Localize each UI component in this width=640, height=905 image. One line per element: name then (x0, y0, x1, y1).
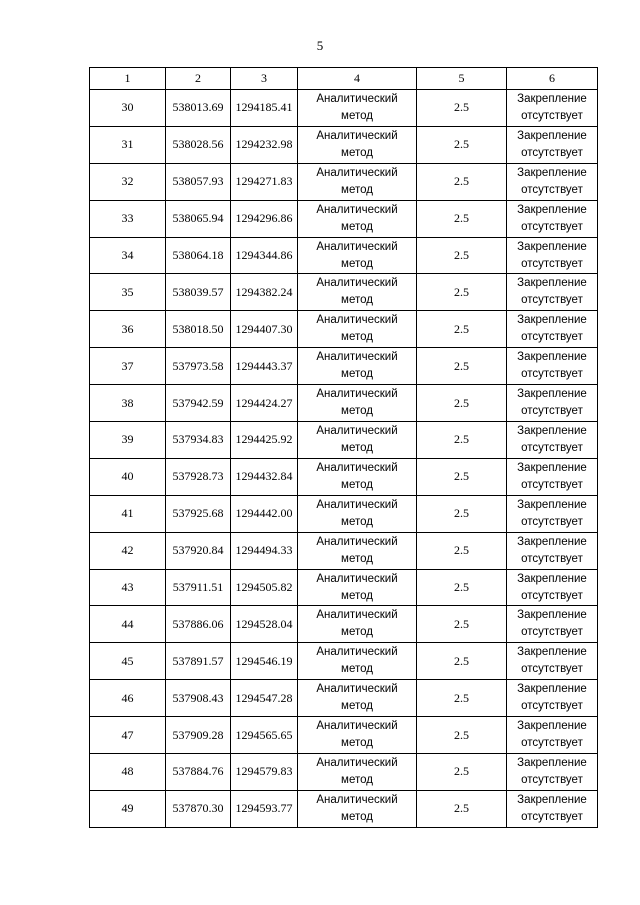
fixation-line-2: отсутствует (521, 737, 583, 750)
header-cell: 4 (298, 68, 417, 90)
method-line-2: метод (341, 146, 373, 159)
method-cell (298, 163, 417, 200)
fixation-line-1: Закрепление (517, 683, 587, 696)
fixation-cell (507, 458, 598, 495)
point-number-cell: 42 (90, 532, 166, 569)
point-number-cell: 31 (90, 126, 166, 163)
fixation-line-1: Закрепление (517, 203, 587, 216)
method-line-1: Аналитический (316, 277, 398, 290)
fixation-line-1: Закрепление (517, 609, 587, 622)
coord-x-cell: 538028.56 (166, 126, 231, 163)
coord-y-cell: 1294432.84 (231, 458, 298, 495)
method-cell (298, 422, 417, 459)
method-line-2: метод (341, 257, 373, 270)
point-number-cell: 48 (90, 754, 166, 791)
fixation-line-1: Закрепление (517, 129, 587, 142)
coord-y-cell: 1294407.30 (231, 311, 298, 348)
fixation-line-2: отсутствует (521, 589, 583, 602)
method-cell (298, 606, 417, 643)
fixation-line-1: Закрепление (517, 461, 587, 474)
point-number-cell: 49 (90, 790, 166, 827)
method-line-1: Аналитический (316, 535, 398, 548)
fixation-line-2: отсутствует (521, 773, 583, 786)
table-row (90, 569, 598, 606)
coord-y-cell: 1294425.92 (231, 422, 298, 459)
fixation-cell (507, 495, 598, 532)
method-line-2: метод (341, 663, 373, 676)
table-body (90, 90, 598, 828)
fixation-line-1: Закрепление (517, 166, 587, 179)
fixation-cell (507, 274, 598, 311)
coord-y-cell: 1294185.41 (231, 90, 298, 127)
accuracy-cell: 2.5 (417, 569, 507, 606)
fixation-cell (507, 385, 598, 422)
fixation-cell (507, 606, 598, 643)
coord-y-cell: 1294565.65 (231, 717, 298, 754)
table-row (90, 422, 598, 459)
header-cell: 6 (507, 68, 598, 90)
fixation-cell (507, 90, 598, 127)
fixation-line-2: отсутствует (521, 220, 583, 233)
method-cell (298, 348, 417, 385)
method-line-1: Аналитический (316, 572, 398, 585)
point-number-cell: 37 (90, 348, 166, 385)
fixation-cell (507, 754, 598, 791)
coordinates-table (89, 67, 598, 828)
point-number-cell: 38 (90, 385, 166, 422)
method-line-2: метод (341, 183, 373, 196)
coord-x-cell: 537973.58 (166, 348, 231, 385)
method-cell (298, 385, 417, 422)
coord-y-cell: 1294232.98 (231, 126, 298, 163)
coord-x-cell: 537891.57 (166, 643, 231, 680)
coord-x-cell: 537925.68 (166, 495, 231, 532)
fixation-line-2: отсутствует (521, 663, 583, 676)
fixation-line-2: отсутствует (521, 405, 583, 418)
table-row (90, 458, 598, 495)
fixation-line-2: отсутствует (521, 294, 583, 307)
fixation-line-1: Закрепление (517, 240, 587, 253)
fixation-line-2: отсутствует (521, 146, 583, 159)
table-row (90, 237, 598, 274)
method-cell (298, 532, 417, 569)
method-line-2: метод (341, 331, 373, 344)
method-line-2: метод (341, 368, 373, 381)
coord-y-cell: 1294271.83 (231, 163, 298, 200)
method-cell (298, 790, 417, 827)
fixation-cell (507, 680, 598, 717)
fixation-line-1: Закрепление (517, 498, 587, 511)
table-row (90, 532, 598, 569)
point-number-cell: 34 (90, 237, 166, 274)
accuracy-cell: 2.5 (417, 237, 507, 274)
fixation-line-1: Закрепление (517, 720, 587, 733)
method-line-1: Аналитический (316, 166, 398, 179)
method-line-2: метод (341, 700, 373, 713)
fixation-line-2: отсутствует (521, 368, 583, 381)
fixation-line-2: отсутствует (521, 700, 583, 713)
accuracy-cell: 2.5 (417, 790, 507, 827)
method-cell (298, 754, 417, 791)
method-cell (298, 90, 417, 127)
method-line-1: Аналитический (316, 424, 398, 437)
fixation-line-2: отсутствует (521, 478, 583, 491)
fixation-line-2: отсутствует (521, 515, 583, 528)
point-number-cell: 46 (90, 680, 166, 717)
method-line-1: Аналитический (316, 646, 398, 659)
coord-y-cell: 1294494.33 (231, 532, 298, 569)
method-line-2: метод (341, 294, 373, 307)
coord-y-cell: 1294505.82 (231, 569, 298, 606)
fixation-cell (507, 569, 598, 606)
point-number-cell: 39 (90, 422, 166, 459)
table-row (90, 606, 598, 643)
coord-x-cell: 538039.57 (166, 274, 231, 311)
method-cell (298, 237, 417, 274)
accuracy-cell: 2.5 (417, 126, 507, 163)
coord-x-cell: 537920.84 (166, 532, 231, 569)
point-number-cell: 36 (90, 311, 166, 348)
method-cell (298, 495, 417, 532)
point-number-cell: 41 (90, 495, 166, 532)
method-line-2: метод (341, 773, 373, 786)
fixation-line-1: Закрепление (517, 572, 587, 585)
page-number: 5 (316, 38, 324, 53)
header-cell: 2 (166, 68, 231, 90)
fixation-cell (507, 790, 598, 827)
method-line-1: Аналитический (316, 92, 398, 105)
coord-x-cell: 538018.50 (166, 311, 231, 348)
fixation-line-1: Закрепление (517, 388, 587, 401)
coord-x-cell: 537909.28 (166, 717, 231, 754)
accuracy-cell: 2.5 (417, 643, 507, 680)
coord-x-cell: 537886.06 (166, 606, 231, 643)
fixation-line-1: Закрепление (517, 646, 587, 659)
table-row (90, 311, 598, 348)
fixation-cell (507, 126, 598, 163)
method-line-2: метод (341, 552, 373, 565)
fixation-cell (507, 237, 598, 274)
coord-x-cell: 537884.76 (166, 754, 231, 791)
method-line-1: Аналитический (316, 498, 398, 511)
coord-x-cell: 537911.51 (166, 569, 231, 606)
coord-x-cell: 537908.43 (166, 680, 231, 717)
table-row (90, 790, 598, 827)
fixation-cell (507, 163, 598, 200)
coord-y-cell: 1294442.00 (231, 495, 298, 532)
method-line-1: Аналитический (316, 314, 398, 327)
point-number-cell: 33 (90, 200, 166, 237)
coord-x-cell: 538065.94 (166, 200, 231, 237)
header-cell: 1 (90, 68, 166, 90)
fixation-line-1: Закрепление (517, 92, 587, 105)
accuracy-cell: 2.5 (417, 274, 507, 311)
method-line-1: Аналитический (316, 609, 398, 622)
method-cell (298, 200, 417, 237)
method-line-1: Аналитический (316, 129, 398, 142)
method-line-1: Аналитический (316, 720, 398, 733)
accuracy-cell: 2.5 (417, 200, 507, 237)
point-number-cell: 32 (90, 163, 166, 200)
table-row (90, 385, 598, 422)
table-row (90, 754, 598, 791)
fixation-cell (507, 200, 598, 237)
table-header (90, 68, 598, 90)
method-line-1: Аналитический (316, 461, 398, 474)
method-cell (298, 569, 417, 606)
method-line-2: метод (341, 737, 373, 750)
accuracy-cell: 2.5 (417, 163, 507, 200)
method-line-1: Аналитический (316, 203, 398, 216)
point-number-cell: 47 (90, 717, 166, 754)
fixation-cell (507, 643, 598, 680)
table-row (90, 163, 598, 200)
coord-y-cell: 1294547.28 (231, 680, 298, 717)
method-line-2: метод (341, 810, 373, 823)
method-line-1: Аналитический (316, 388, 398, 401)
fixation-line-2: отсутствует (521, 552, 583, 565)
fixation-line-1: Закрепление (517, 756, 587, 769)
coord-x-cell: 537870.30 (166, 790, 231, 827)
method-cell (298, 126, 417, 163)
fixation-line-2: отсутствует (521, 626, 583, 639)
accuracy-cell: 2.5 (417, 532, 507, 569)
coord-y-cell: 1294546.19 (231, 643, 298, 680)
coord-x-cell: 538013.69 (166, 90, 231, 127)
method-line-2: метод (341, 626, 373, 639)
point-number-cell: 43 (90, 569, 166, 606)
fixation-line-1: Закрепление (517, 351, 587, 364)
table-row (90, 126, 598, 163)
fixation-line-2: отсутствует (521, 331, 583, 344)
method-cell (298, 680, 417, 717)
fixation-line-2: отсутствует (521, 109, 583, 122)
coord-y-cell: 1294296.86 (231, 200, 298, 237)
method-cell (298, 458, 417, 495)
table-row (90, 274, 598, 311)
coord-x-cell: 538057.93 (166, 163, 231, 200)
method-line-2: метод (341, 220, 373, 233)
header-cell: 3 (231, 68, 298, 90)
coord-y-cell: 1294344.86 (231, 237, 298, 274)
point-number-cell: 40 (90, 458, 166, 495)
fixation-line-2: отсутствует (521, 257, 583, 270)
coord-x-cell: 537928.73 (166, 458, 231, 495)
coord-y-cell: 1294593.77 (231, 790, 298, 827)
method-line-2: метод (341, 441, 373, 454)
method-line-1: Аналитический (316, 351, 398, 364)
coord-y-cell: 1294443.37 (231, 348, 298, 385)
table-row (90, 495, 598, 532)
method-line-1: Аналитический (316, 756, 398, 769)
accuracy-cell: 2.5 (417, 458, 507, 495)
accuracy-cell: 2.5 (417, 606, 507, 643)
fixation-line-1: Закрепление (517, 314, 587, 327)
method-cell (298, 311, 417, 348)
method-line-1: Аналитический (316, 793, 398, 806)
accuracy-cell: 2.5 (417, 311, 507, 348)
fixation-line-1: Закрепление (517, 277, 587, 290)
table-row (90, 348, 598, 385)
fixation-line-1: Закрепление (517, 424, 587, 437)
fixation-cell (507, 717, 598, 754)
accuracy-cell: 2.5 (417, 348, 507, 385)
coord-x-cell: 537934.83 (166, 422, 231, 459)
method-line-2: метод (341, 109, 373, 122)
method-line-2: метод (341, 515, 373, 528)
method-cell (298, 717, 417, 754)
accuracy-cell: 2.5 (417, 754, 507, 791)
method-cell (298, 643, 417, 680)
coord-x-cell: 537942.59 (166, 385, 231, 422)
accuracy-cell: 2.5 (417, 385, 507, 422)
coord-y-cell: 1294528.04 (231, 606, 298, 643)
fixation-cell (507, 348, 598, 385)
point-number-cell: 44 (90, 606, 166, 643)
fixation-line-1: Закрепление (517, 535, 587, 548)
accuracy-cell: 2.5 (417, 90, 507, 127)
fixation-cell (507, 532, 598, 569)
method-line-2: метод (341, 478, 373, 491)
table-row (90, 717, 598, 754)
accuracy-cell: 2.5 (417, 680, 507, 717)
method-cell (298, 274, 417, 311)
fixation-line-1: Закрепление (517, 793, 587, 806)
fixation-line-2: отсутствует (521, 441, 583, 454)
accuracy-cell: 2.5 (417, 717, 507, 754)
table-row (90, 643, 598, 680)
coord-x-cell: 538064.18 (166, 237, 231, 274)
coord-y-cell: 1294579.83 (231, 754, 298, 791)
table-row (90, 90, 598, 127)
accuracy-cell: 2.5 (417, 495, 507, 532)
fixation-cell (507, 311, 598, 348)
method-line-2: метод (341, 405, 373, 418)
method-line-1: Аналитический (316, 683, 398, 696)
method-line-2: метод (341, 589, 373, 602)
fixation-line-2: отсутствует (521, 183, 583, 196)
fixation-cell (507, 422, 598, 459)
coord-y-cell: 1294424.27 (231, 385, 298, 422)
table-row (90, 680, 598, 717)
header-cell: 5 (417, 68, 507, 90)
header-row (90, 68, 598, 90)
point-number-cell: 35 (90, 274, 166, 311)
accuracy-cell: 2.5 (417, 422, 507, 459)
table-row (90, 200, 598, 237)
point-number-cell: 45 (90, 643, 166, 680)
point-number-cell: 30 (90, 90, 166, 127)
coord-y-cell: 1294382.24 (231, 274, 298, 311)
fixation-line-2: отсутствует (521, 810, 583, 823)
method-line-1: Аналитический (316, 240, 398, 253)
